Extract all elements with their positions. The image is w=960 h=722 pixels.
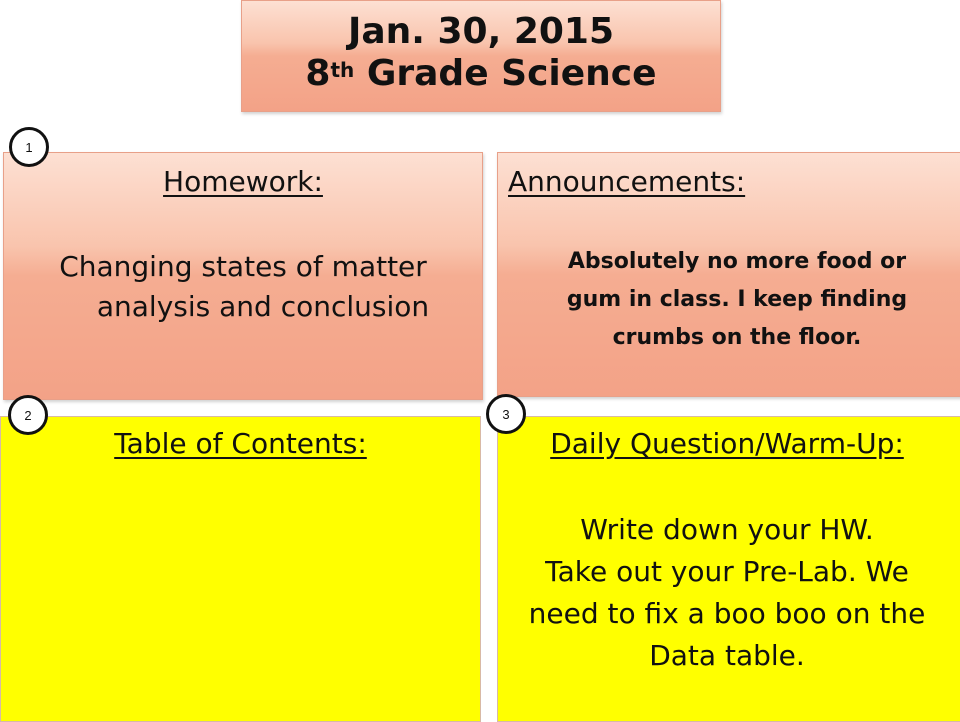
announcement-line-2: gum in class. I keep finding	[566, 287, 908, 312]
homework-line-1: Changing states of matter	[59, 250, 427, 283]
step-badge-1: 1	[9, 127, 49, 167]
announcements-panel	[497, 152, 960, 397]
homework-panel	[3, 152, 483, 400]
daily-question-heading: Daily Question/Warm-Up:	[550, 427, 904, 460]
title-banner	[241, 0, 721, 112]
step-badge-2: 2	[8, 395, 48, 435]
grade-rest: Grade Science	[354, 53, 657, 94]
homework-heading: Homework:	[163, 165, 323, 198]
daily-question-panel	[497, 416, 960, 722]
announcement-line-1: Absolutely no more food or	[567, 249, 907, 274]
grade-number: 8	[305, 53, 331, 94]
grade-suffix: th	[330, 58, 355, 82]
class-title	[242, 53, 720, 95]
table-of-contents-heading: Table of Contents:	[114, 427, 367, 460]
daily-question-line-1: Write down your HW.	[580, 513, 874, 546]
daily-question-line-3: need to fix a boo boo on the	[528, 597, 926, 630]
homework-text	[24, 247, 462, 327]
daily-question-text	[498, 509, 956, 677]
announcement-line-3: crumbs on the floor.	[612, 325, 862, 350]
step-badge-3: 3	[486, 394, 526, 434]
table-of-contents-panel	[0, 416, 481, 722]
announcements-text	[518, 243, 956, 357]
date-title: Jan. 30, 2015	[347, 11, 615, 52]
daily-question-line-4: Data table.	[649, 639, 805, 672]
announcements-heading: Announcements:	[508, 165, 746, 198]
homework-line-2: analysis and conclusion	[96, 290, 430, 323]
daily-question-line-2: Take out your Pre-Lab. We	[545, 555, 909, 588]
